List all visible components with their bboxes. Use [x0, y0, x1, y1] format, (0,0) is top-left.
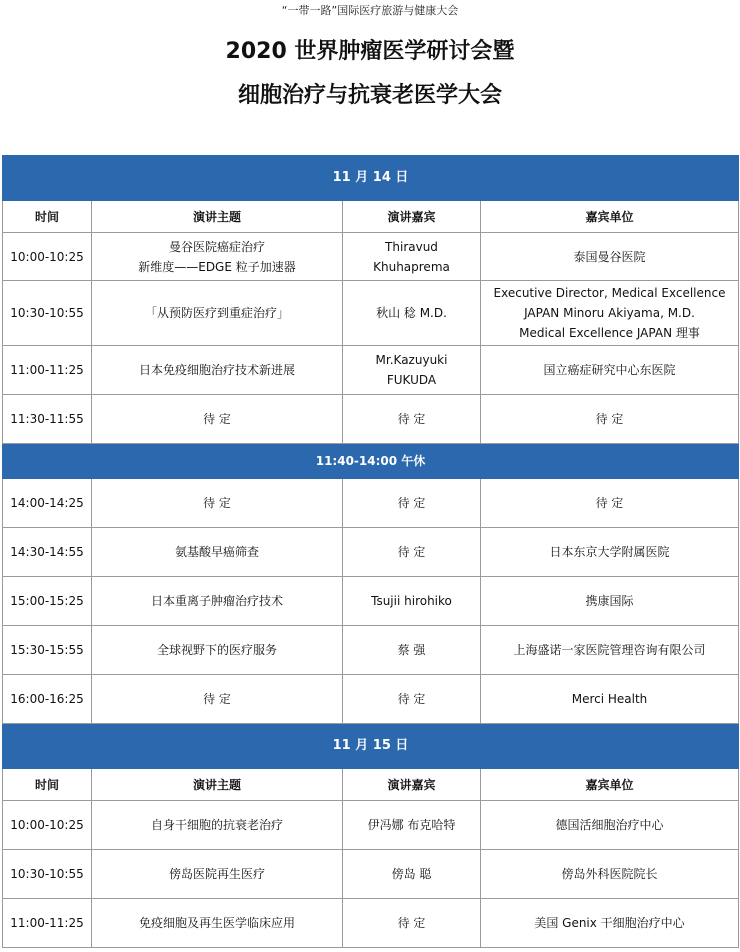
topic-cell [92, 801, 343, 850]
table-row [3, 346, 739, 395]
topic-cell [92, 528, 343, 577]
topic-cell-text: 待 定 [203, 412, 231, 426]
org-cell [481, 479, 739, 528]
page-title-line-1: 2020 世界肿瘤医学研讨会暨 [225, 39, 515, 64]
topic-cell [92, 675, 343, 724]
org-cell [481, 346, 739, 395]
time-cell-text: 10:30-10:55 [10, 306, 84, 320]
topic-cell [92, 577, 343, 626]
org-cell-text: 德国活细胞治疗中心 [555, 818, 664, 832]
speaker-cell-text: 傍岛 聪 [391, 867, 432, 881]
org-cell-text: 携康国际 [585, 594, 634, 608]
header-time-text: 时间 [34, 777, 59, 792]
table-row [3, 479, 739, 528]
time-cell [3, 577, 92, 626]
org-cell-text: JAPAN Minoru Akiyama, M.D. [524, 306, 695, 320]
time-cell-text: 16:00-16:25 [10, 692, 84, 706]
topic-cell-text: 曼谷医院癌症治疗 [168, 239, 265, 254]
speaker-cell-text: Thiravud [385, 239, 438, 254]
time-cell [3, 479, 92, 528]
org-cell [481, 675, 739, 724]
time-cell-text: 11:30-11:55 [10, 412, 84, 426]
table-row [3, 801, 739, 850]
org-cell [481, 233, 739, 281]
time-cell [3, 528, 92, 577]
topic-cell [92, 479, 343, 528]
time-cell [3, 801, 92, 850]
schedule-table [2, 155, 739, 948]
header-speaker [343, 201, 481, 233]
speaker-cell [343, 528, 481, 577]
topic-cell-text: 日本免疫细胞治疗技术新进展 [138, 363, 295, 377]
table-row [3, 528, 739, 577]
org-cell [481, 281, 739, 346]
topic-cell-text: 新维度——EDGE 粒子加速器 [138, 259, 296, 274]
speaker-cell-text: 待 定 [397, 692, 426, 706]
table-row [3, 577, 739, 626]
speaker-cell-text: 待 定 [397, 916, 426, 930]
org-cell [481, 801, 739, 850]
time-cell-text: 10:00-10:25 [10, 249, 84, 264]
time-cell-text: 15:30-15:55 [10, 643, 84, 657]
header-topic [92, 201, 343, 233]
header-time [3, 769, 92, 801]
column-header-row [3, 201, 739, 233]
speaker-cell-text: Khuhaprema [373, 259, 450, 274]
header-speaker [343, 769, 481, 801]
org-cell-text: 待 定 [595, 496, 624, 510]
speaker-cell-text: 秋山 稔 M.D. [376, 306, 447, 320]
org-cell [481, 577, 739, 626]
speaker-cell [343, 675, 481, 724]
topic-cell [92, 395, 343, 444]
header-org-text: 嘉宾单位 [585, 209, 634, 224]
org-cell [481, 850, 739, 899]
topic-cell [92, 281, 343, 346]
time-cell [3, 626, 92, 675]
topic-cell [92, 346, 343, 395]
header-org-text: 嘉宾单位 [585, 777, 634, 792]
org-cell-text: 上海盛诺一家医院管理咨询有限公司 [513, 643, 706, 657]
header-time [3, 201, 92, 233]
header-org [481, 201, 739, 233]
org-cell-text: 泰国曼谷医院 [573, 249, 646, 264]
table-row [3, 626, 739, 675]
speaker-cell [343, 281, 481, 346]
speaker-cell [343, 899, 481, 948]
header-speaker-text: 演讲嘉宾 [387, 209, 436, 224]
header-speaker-text: 演讲嘉宾 [387, 777, 436, 792]
org-cell-text: Merci Health [571, 692, 648, 706]
table-row [3, 675, 739, 724]
speaker-cell [343, 233, 481, 281]
day-banner-nov15-label: 11 月 15 日 [3, 724, 739, 769]
org-cell-text: 傍岛外科医院院长 [561, 867, 658, 881]
topic-cell-text: 氨基酸早癌筛查 [174, 545, 259, 559]
time-cell [3, 395, 92, 444]
conference-caption: “一带一路”国际医疗旅游与健康大会 [281, 4, 459, 17]
page-title-line-2: 细胞治疗与抗衰老医学大会 [237, 83, 502, 108]
org-cell-text: 美国 Genix 干细胞治疗中心 [534, 916, 685, 930]
topic-cell-text: 「从预防医疗到重症治疗」 [144, 306, 289, 320]
topic-cell-text: 待 定 [203, 692, 231, 706]
speaker-cell [343, 479, 481, 528]
topic-cell-text: 免疫细胞及再生医学临床应用 [138, 916, 295, 930]
day-banner-nov15 [3, 724, 739, 769]
table-row [3, 281, 739, 346]
speaker-cell [343, 577, 481, 626]
table-row [3, 850, 739, 899]
speaker-cell [343, 626, 481, 675]
speaker-cell-text: 待 定 [397, 412, 426, 426]
time-cell-text: 10:30-10:55 [10, 867, 84, 881]
org-cell-text: 日本东京大学附属医院 [549, 545, 670, 559]
time-cell-text: 10:00-10:25 [10, 818, 84, 832]
day-banner-nov14 [3, 156, 739, 201]
org-cell-text: Executive Director, Medical Excellence [493, 286, 726, 300]
speaker-cell [343, 346, 481, 395]
time-cell-text: 14:00-14:25 [10, 496, 84, 510]
time-cell-text: 11:00-11:25 [10, 916, 84, 930]
speaker-cell [343, 850, 481, 899]
column-header-row [3, 769, 739, 801]
day-banner-nov14-label: 11 月 14 日 [3, 156, 739, 201]
time-cell [3, 346, 92, 395]
topic-cell-text: 待 定 [203, 496, 231, 510]
speaker-cell [343, 801, 481, 850]
lunch-break-banner-label: 11:40-14:00 午休 [3, 444, 739, 479]
topic-cell [92, 626, 343, 675]
time-cell-text: 14:30-14:55 [10, 545, 84, 559]
topic-cell [92, 233, 343, 281]
header-topic-text: 演讲主题 [192, 209, 241, 224]
header-topic-text: 演讲主题 [192, 777, 241, 792]
org-cell-text: 待 定 [595, 412, 624, 426]
org-cell-text: Medical Excellence JAPAN 理事 [519, 326, 700, 340]
speaker-cell-text: 待 定 [397, 496, 426, 510]
table-row [3, 899, 739, 948]
topic-cell-text: 傍岛医院再生医疗 [168, 867, 265, 881]
org-cell [481, 899, 739, 948]
time-cell [3, 281, 92, 346]
topic-cell [92, 850, 343, 899]
speaker-cell-text: 蔡 强 [397, 643, 426, 657]
header-topic [92, 769, 343, 801]
speaker-cell-text: Tsujii hirohiko [371, 594, 452, 608]
topic-cell-text: 日本重离子肿瘤治疗技术 [150, 594, 283, 608]
header-org [481, 769, 739, 801]
time-cell [3, 233, 92, 281]
table-row [3, 395, 739, 444]
time-cell [3, 675, 92, 724]
topic-cell-text: 自身干细胞的抗衰老治疗 [150, 818, 283, 832]
header-time-text: 时间 [34, 209, 59, 224]
time-cell [3, 850, 92, 899]
topic-cell-text: 全球视野下的医疗服务 [156, 643, 277, 657]
table-row [3, 233, 739, 281]
speaker-cell-text: FUKUDA [386, 373, 437, 387]
topic-cell [92, 899, 343, 948]
org-cell [481, 528, 739, 577]
speaker-cell-text: 待 定 [397, 545, 426, 559]
speaker-cell-text: 伊冯娜 布克哈特 [367, 818, 456, 832]
speaker-cell [343, 395, 481, 444]
org-cell-text: 国立癌症研究中心东医院 [543, 363, 676, 377]
lunch-break-banner [3, 444, 739, 479]
org-cell [481, 626, 739, 675]
time-cell [3, 899, 92, 948]
speaker-cell-text: Mr.Kazuyuki [375, 353, 448, 367]
org-cell [481, 395, 739, 444]
time-cell-text: 15:00-15:25 [10, 594, 84, 608]
time-cell-text: 11:00-11:25 [10, 363, 84, 377]
